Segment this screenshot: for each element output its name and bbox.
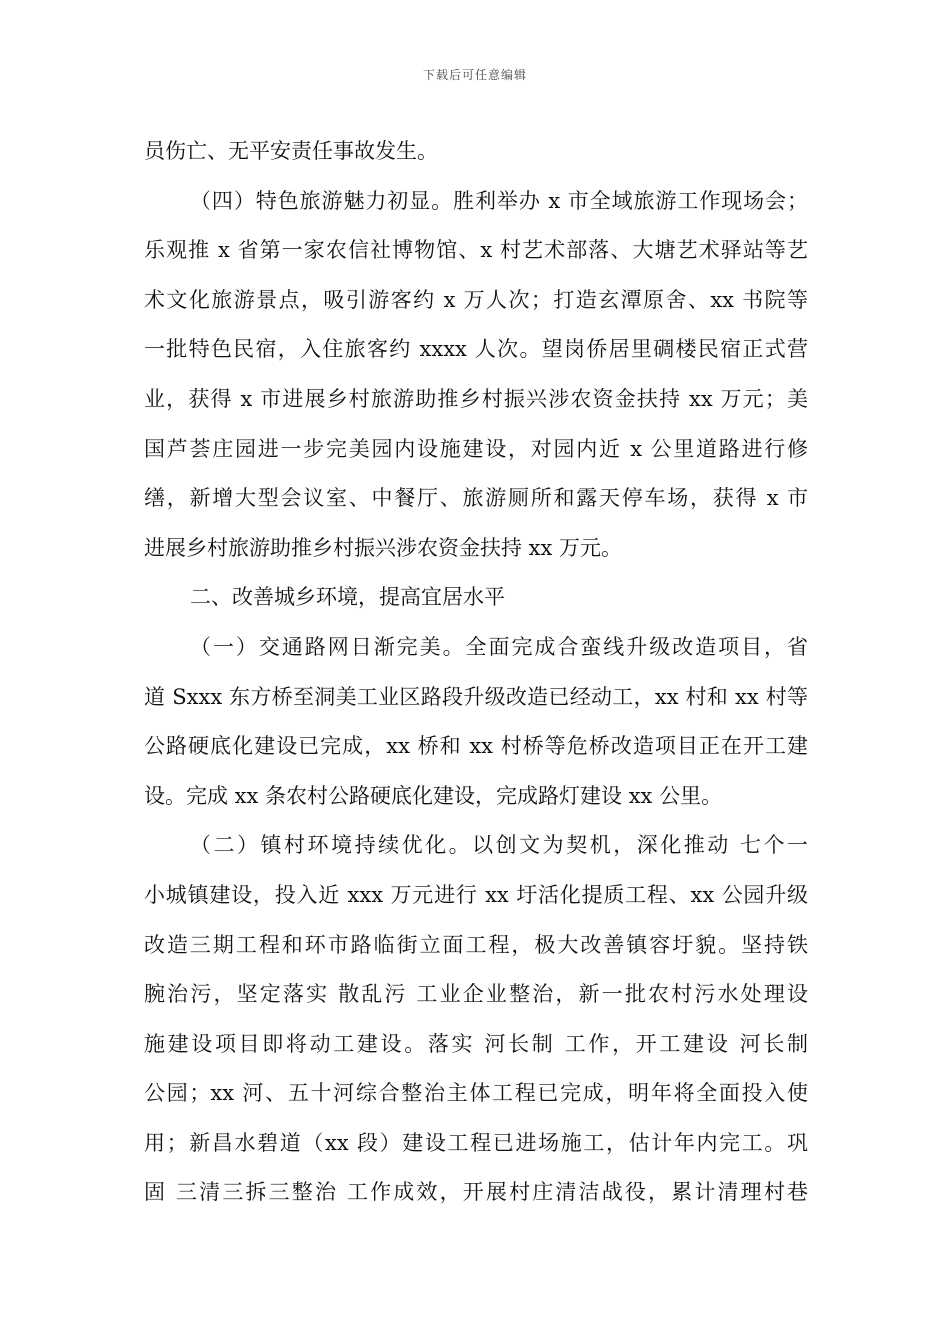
text-line: 固 三清三拆三整治 工作成效，开展村庄清洁战役，累计清理村巷 [144, 1180, 808, 1205]
text-line: 施建设项目即将动工建设。落实 河长制 工作，开工建设 河长制 [144, 1031, 808, 1056]
text-line: 进展乡村旅游助推乡村振兴涉农资金扶持 xx 万元。 [144, 535, 623, 560]
text-line: 道 Sxxx 东方桥至洞美工业区路段升级改造已经动工，xx 村和 xx 村等 [144, 684, 808, 709]
text-line: 缮，新增大型会议室、中餐厅、旅游厕所和露天停车场，获得 x 市 [144, 486, 808, 511]
section-heading: 二、改善城乡环境，提高宜居水平 [190, 585, 505, 610]
text-line: 业，获得 x 市进展乡村旅游助推乡村振兴涉农资金扶持 xx 万元；美 [144, 386, 808, 411]
text-line: 用；新昌水碧道（xx 段）建设工程已进场施工，估计年内完工。巩 [144, 1130, 808, 1155]
document-body [144, 127, 808, 1218]
text-line: 国芦荟庄园进一步完美园内设施建设，对园内近 x 公里道路进行修 [144, 436, 808, 461]
text-line: 公路硬底化建设已完成，xx 桥和 xx 村桥等危桥改造项目正在开工建 [144, 734, 808, 759]
paragraph-first-line: （四）特色旅游魅力初显。胜利举办 x 市全域旅游工作现场会； [190, 188, 808, 213]
paragraph-first-line: （二）镇村环境持续优化。以创文为契机，深化推动 七个一 [190, 833, 808, 858]
text-line: 腕治污，坚定落实 散乱污 工业企业整治，新一批农村污水处理设 [144, 982, 808, 1007]
text-line: 乐观推 x 省第一家农信社博物馆、x 村艺术部落、大塘艺术驿站等艺 [144, 238, 808, 263]
text-line: 公园；xx 河、五十河综合整治主体工程已完成，明年将全面投入使 [144, 1081, 808, 1106]
text-line: 员伤亡、无平安责任事故发生。 [144, 139, 438, 163]
page-header: 下载后可任意编辑 [422, 68, 527, 82]
text-line: 术文化旅游景点，吸引游客约 x 万人次；打造玄潭原舍、xx 书院等 [144, 287, 808, 312]
paragraph-first-line: （一）交通路网日渐完美。全面完成合蛮线升级改造项目，省 [190, 634, 808, 659]
text-line: 一批特色民宿，入住旅客约 xxxx 人次。望岗侨居里碉楼民宿正式营 [144, 337, 808, 362]
text-line: 设。完成 xx 条农村公路硬底化建设，完成路灯建设 xx 公里。 [144, 783, 723, 808]
text-line: 改造三期工程和环市路临街立面工程，极大改善镇容圩貌。坚持铁 [144, 932, 808, 957]
text-line: 小城镇建设，投入近 xxx 万元进行 xx 圩活化提质工程、xx 公园升级 [144, 882, 808, 907]
